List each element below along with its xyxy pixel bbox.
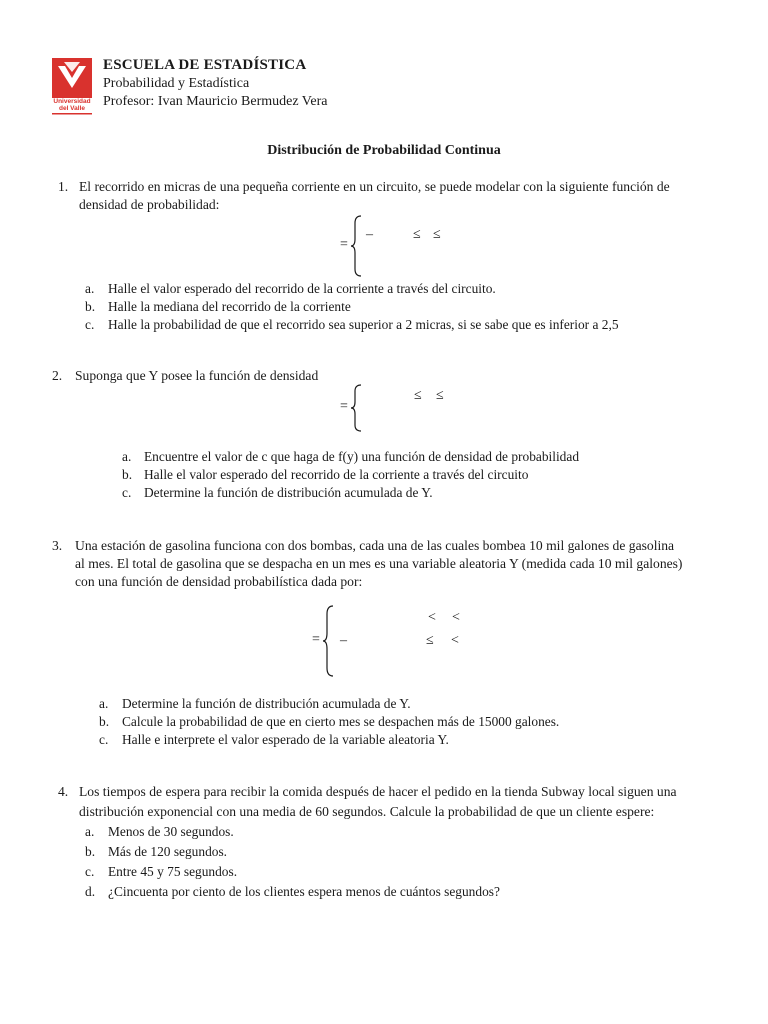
problem-1-part-b-text: Halle la mediana del recorrido de la corriente <box>108 299 351 314</box>
left-brace-icon <box>350 215 364 277</box>
formula-equals: = <box>340 399 348 414</box>
problem-4-part-c-label: c. <box>85 864 95 879</box>
problem-3-part-a-label: a. <box>99 696 109 711</box>
problem-3-text-line3: con una función de densidad probabilística dada por: <box>75 574 363 589</box>
problem-2-part-b-label: b. <box>122 467 133 482</box>
problem-3-part-c-text: Halle e interprete el valor esperado de la variable aleatoria Y. <box>122 732 449 747</box>
problem-1-formula <box>338 215 478 277</box>
problem-4-part-d-label: d. <box>85 884 96 899</box>
problem-3-part-b-label: b. <box>99 714 110 729</box>
problem-1-part-b-label: b. <box>85 299 96 314</box>
problem-2-number: 2. <box>52 368 63 383</box>
problem-4-part-b-text: Más de 120 segundos. <box>108 844 228 859</box>
problem-3-formula <box>310 605 480 677</box>
problem-4-part-a-text: Menos de 30 segundos. <box>108 824 234 839</box>
left-brace-icon <box>350 384 364 432</box>
formula-row1-ineq-1: < <box>428 610 436 625</box>
problem-2-part-c-label: c. <box>122 485 132 500</box>
problem-2-text-line1: Suponga que Y posee la función de densidad <box>75 368 319 383</box>
formula-row1-ineq-2: < <box>452 610 460 625</box>
problem-1-part-c-text: Halle la probabilidad de que el recorrido sea superior a 2 micras, si se sabe que es inferior a 2,5 <box>108 317 619 332</box>
problem-1-text-line2: densidad de probabilidad: <box>79 197 220 212</box>
problem-2-part-a-text: Encuentre el valor de c que haga de f(y) una función de densidad de probabilidad <box>144 449 580 464</box>
formula-equals: = <box>312 632 320 647</box>
problem-3-number: 3. <box>52 538 63 553</box>
problem-2-formula <box>338 384 468 432</box>
formula-minus: – <box>340 633 347 648</box>
problem-3-text-line2: al mes. El total de gasolina que se despacha en un mes es una variable aleatoria Y (medida cada 10 mil galones) <box>75 556 683 571</box>
problem-4-part-c-text: Entre 45 y 75 segundos. <box>108 864 238 879</box>
problem-1-part-a-label: a. <box>85 281 95 296</box>
problem-1-number: 1. <box>58 179 69 194</box>
logo-text-line2: del Valle <box>58 105 86 112</box>
formula-ineq-2: ≤ <box>433 227 441 242</box>
formula-ineq-1: ≤ <box>414 388 422 403</box>
formula-ineq-1: ≤ <box>413 227 421 242</box>
problem-3-part-c-label: c. <box>99 732 109 747</box>
problem-1-part-c-label: c. <box>85 317 95 332</box>
problem-1-text-line1: El recorrido en micras de una pequeña corriente en un circuito, se puede modelar con la siguiente función de <box>79 179 670 194</box>
problem-4-number: 4. <box>58 784 69 799</box>
left-brace-icon <box>322 605 336 677</box>
formula-row2-ineq-2: < <box>451 633 459 648</box>
school-name: ESCUELA DE ESTADÍSTICA <box>103 57 307 73</box>
university-logo <box>52 58 92 116</box>
formula-minus: – <box>366 227 373 242</box>
problem-3-part-a-text: Determine la función de distribución acumulada de Y. <box>122 696 411 711</box>
formula-equals: = <box>340 237 348 252</box>
problem-4-part-d-text: ¿Cincuenta por ciento de los clientes espera menos de cuántos segundos? <box>108 884 500 899</box>
problem-4-text-line2: distribución exponencial con una media de 60 segundos. Calcule la probabilidad de que un cliente espere: <box>79 804 655 819</box>
page-title: Distribución de Probabilidad Continua <box>267 143 501 158</box>
problem-2-part-c-text: Determine la función de distribución acumulada de Y. <box>144 485 433 500</box>
problem-4-part-a-label: a. <box>85 824 95 839</box>
problem-1-part-a-text: Halle el valor esperado del recorrido de la corriente a través del circuito. <box>108 281 496 296</box>
problem-2-part-b-text: Halle el valor esperado del recorrido de la corriente a través del circuito <box>144 467 529 482</box>
problem-4-text-line1: Los tiempos de espera para recibir la comida después de hacer el pedido en la tienda Subway local siguen una <box>79 784 677 799</box>
professor-name: Profesor: Ivan Mauricio Bermudez Vera <box>103 94 328 109</box>
course-name: Probabilidad y Estadística <box>103 76 250 91</box>
problem-3-part-b-text: Calcule la probabilidad de que en cierto mes se despachen más de 15000 galones. <box>122 714 560 729</box>
problem-4-part-b-label: b. <box>85 844 96 859</box>
problem-3-text-line1: Una estación de gasolina funciona con dos bombas, cada una de las cuales bombea 10 mil galones de gasolina <box>75 538 675 553</box>
formula-ineq-2: ≤ <box>436 388 444 403</box>
formula-row2-ineq-1: ≤ <box>426 633 434 648</box>
problem-2-part-a-label: a. <box>122 449 132 464</box>
logo-text-line1: Universidad <box>53 98 91 105</box>
